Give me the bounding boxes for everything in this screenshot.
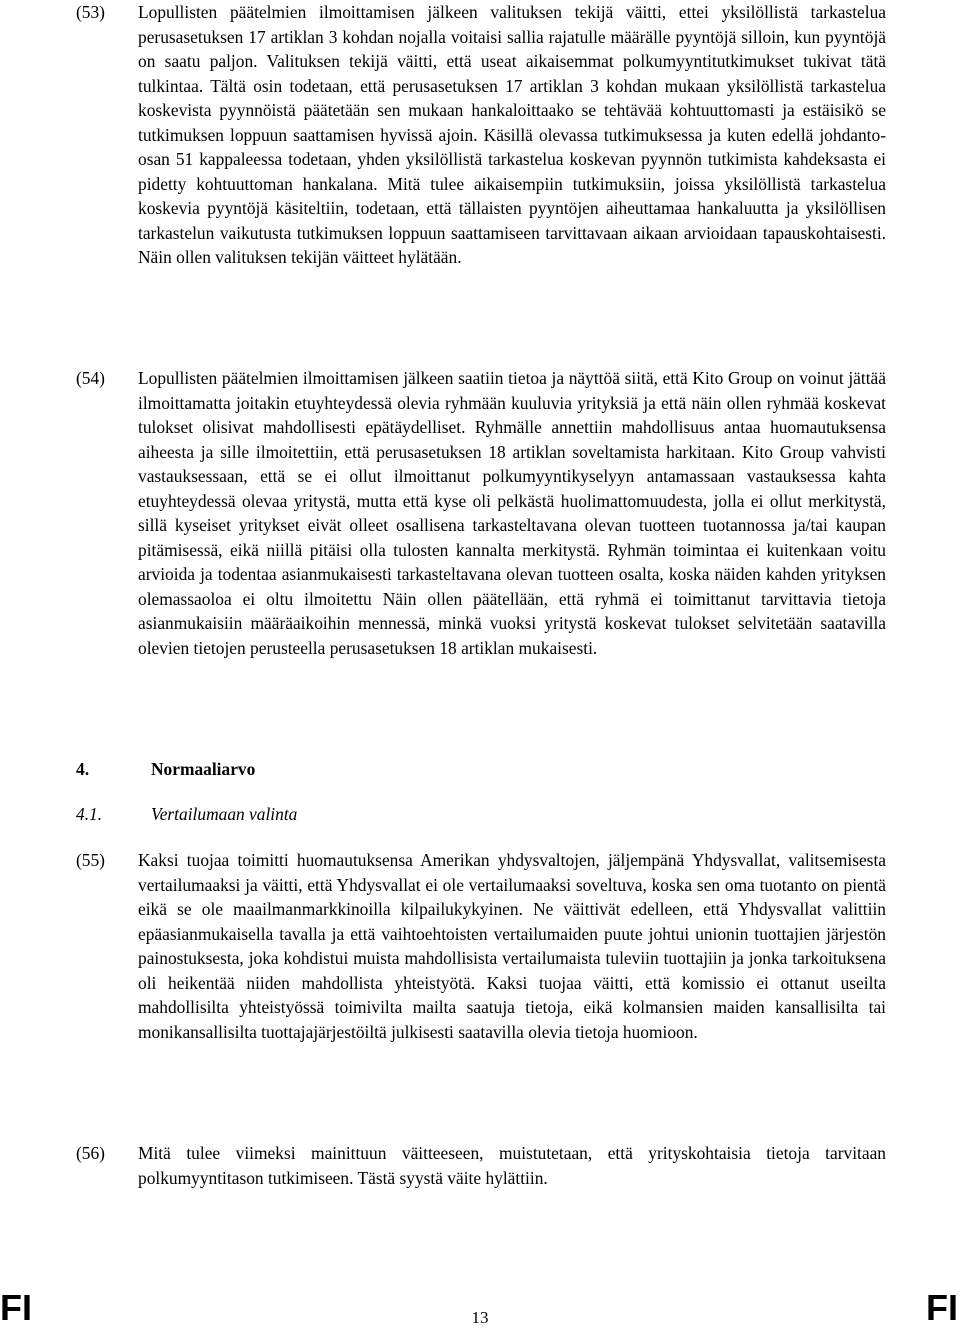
paragraph-text: Lopullisten päätelmien ilmoittamisen jälkeen valituksen tekijä väitti, ettei yksilöllistä tarkastelua perusasetuksen 17 artiklan 3 kohdan nojalla voitaisi sallia rajatulle määrälle pyyntöjä silloin, kun pyyntöjä on saatu paljon. Valituksen tekijä väitti, että useat aikaisemmat polkumyyntitutkimukset tukivat tätä tulkintaa. Tältä osin todetaan, että perusasetuksen 17 artiklan 3 kohdan mukaan yksilöllistä tarkastelua koskevista pyynnöistä päätetään sen mukaan hankaloittaako se tehtävää kohtuuttomasti ja estäisikö se tutkimuksen loppuun saattamisen hyvissä ajoin. Käsillä olevassa tutkimuksessa ja kuten edellä johdanto-osan 51 kappaleessa todetaan, yhden yksilöllistä tarkastelua koskevan pyynnön tutkimista kahdeksasta ei pidetty kohtuuttoman hankalana. Mitä tulee aikaisempiin tutkimuksiin, joissa yksilöllistä tarkastelua koskevia pyyntöjä käsiteltiin, todetaan, että tällaisten pyyntöjen aiheuttamaa hankaluutta ja yksilöllisen tarkastelun vaikutusta tutkimuksen loppuun saattamiseen tarvittavaan aikaan arvioidaan tapauskohtaisesti. Näin ollen valituksen tekijän väitteet hylätään. [138,2,886,268]
page-number: 13 [471,1308,489,1327]
paragraph-55 [76,848,886,1044]
section-number: 4. [76,759,90,779]
footer-language-right: FI [926,1287,958,1328]
paragraph-53 [76,0,886,270]
paragraph-text: Lopullisten päätelmien ilmoittamisen jälkeen saatiin tietoa ja näyttöä siitä, että Kito Group on voinut jättää ilmoittamatta joitakin etuyhteydessä olevia ryhmään kuuluvia yrityksiä ja että näin ollen ryhmää koskevat tulokset olisivat mahdollisesti epätäydelliset. Ryhmälle annettiin mahdollisuus antaa huomautuksensa aiheesta ja sille ilmoitettiin, että perusasetuksen 18 artiklan soveltamista harkitaan. Kito Group vahvisti vastauksessaan, että se ei ollut ilmoittanut polkumyyntikyselyyn antamassaan vastauksessa kahta etuyhteydessä olevaa yritystä, mutta että kyse oli pelkästä huolimattomuudesta, jolla ei ollut merkitystä, sillä kyseiset yritykset eivät olleet osallisena tarkasteltavana olevan tuotteen tuotannossa ja/tai kaupan pitämisessä, eikä niillä pitäisi olla tulosten kannalta merkitystä. Ryhmän toimintaa ei kuitenkaan voitu arvioida ja todentaa asianmukaisesti tarkasteltavana olevan tuotteen osalta, koska näiden kahden yrityksen olemassaoloa ei oltu ilmoitettu Näin ollen päätellään, että ryhmä ei toimittanut tarvittavia tietoja asianmukaisiin määräaikoihin mennessä, minkä vuoksi yritystä koskevat tulokset selvitetään saatavilla olevien tietojen perusteella perusasetuksen 18 artiklan mukaisesti. [138,368,886,659]
paragraph-54 [76,366,886,661]
paragraph-text: Kaksi tuojaa toimitti huomautuksensa Amerikan yhdysvaltojen, jäljempänä Yhdysvallat, valitsemisesta vertailumaaksi ja väitti, että Yhdysvallat ei ole vertailumaaksi soveltuva, koska sen oma tuotanto on pientä eikä se ole maailmanmarkkinoilla kilpailukykyinen. Ne väittivät edelleen, että Yhdysvallat valittiin epäasianmukaisella tavalla ja että vaihtoehtoisten vertailumaiden puute johtui unionin tuottajien järjestön painostuksesta, joka kohdistui muista mahdollisista vertailumaista tuleviin tuottajiin ja jonka tarkoituksena oli heikentää niiden mahdollista yhteistyötä. Kaksi tuojaa väitti, että komissio ei ottanut useilta mahdollisilta yhteistyössä toimivilta mailta saatuja tietoja, eikä kolmansien maiden kansallisilta tai monikansallisilta tuottajajärjestöiltä julkisesti saatavilla olevia tietoja huomioon. [138,850,886,1042]
paragraph-number: (55) [76,850,105,870]
paragraph-text: Mitä tulee viimeksi mainittuun väitteeseen, muistutetaan, että yrityskohtaisia tietoja tarvitaan polkumyyntitason tutkimiseen. Tästä syystä väite hylättiin. [138,1143,886,1188]
paragraph-number: (53) [76,2,105,22]
paragraph-number: (56) [76,1143,105,1163]
paragraph-56 [76,1141,886,1190]
subsection-number: 4.1. [76,804,103,824]
subsection-title: Vertailumaan valinta [151,804,298,824]
footer-language-left: FI [0,1287,32,1328]
paragraph-number: (54) [76,368,105,388]
section-title: Normaaliarvo [151,759,256,779]
